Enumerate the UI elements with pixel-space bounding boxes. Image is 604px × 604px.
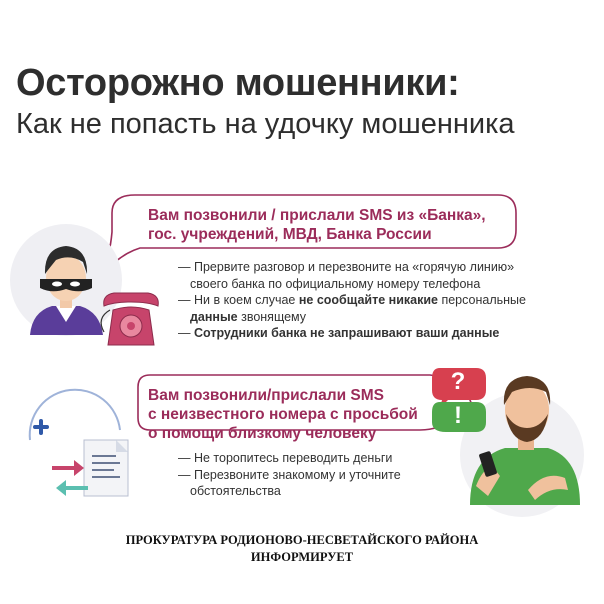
footer-line-1: ПРОКУРАТУРА РОДИОНОВО-НЕСВЕТАЙСКОГО РАЙОНА bbox=[125, 533, 479, 547]
tip-text: — bbox=[178, 326, 194, 340]
tip-text: звонящему bbox=[237, 309, 307, 324]
tip-text: персональные bbox=[437, 293, 526, 307]
money-transfer-illustration bbox=[30, 390, 128, 496]
tip-text: — Перезвоните знакомому и уточните обстоятельства bbox=[178, 467, 401, 498]
tip-text: — Ни в коем случае bbox=[178, 293, 299, 307]
tip-text-bold: данные bbox=[190, 309, 238, 324]
scenario1-heading bbox=[148, 206, 486, 244]
plus-icon bbox=[35, 421, 47, 433]
tip-item bbox=[178, 467, 418, 500]
scenario2-tips bbox=[178, 450, 418, 500]
scenario1-heading-line: гос. учреждений, МВД, Банка России bbox=[148, 226, 432, 243]
arrow-left-icon bbox=[56, 480, 88, 496]
scenario1-tips bbox=[178, 259, 548, 342]
scenario2-heading bbox=[148, 386, 418, 443]
scenario2-heading-line: с неизвестного номера с просьбой bbox=[148, 406, 418, 423]
tip-item bbox=[178, 259, 548, 292]
tip-item bbox=[178, 450, 418, 467]
tip-text: — Прервите разговор и перезвоните на «горячую линию» своего банка по официальному номеру телефона bbox=[178, 260, 515, 291]
page-title: Осторожно мошенники: bbox=[16, 62, 460, 104]
footer-line-2: ИНФОРМИРУЕТ bbox=[250, 550, 354, 564]
page-subtitle: Как не попасть на удочку мошенника bbox=[16, 108, 515, 140]
scenario2-heading-line: Вам позвонили/прислали SMS bbox=[148, 387, 384, 404]
scenario1-heading-line: Вам позвонили / прислали SMS из «Банка», bbox=[148, 207, 486, 224]
question-mark-icon: ? bbox=[450, 368, 466, 395]
scenario2-heading-line: о помощи близкому человеку bbox=[148, 425, 377, 442]
telephone-icon bbox=[101, 293, 158, 345]
tip-text: — Не торопитесь переводить деньги bbox=[178, 451, 393, 465]
arrow-right-icon bbox=[52, 460, 84, 476]
tip-item bbox=[178, 325, 548, 342]
masked-caller-illustration bbox=[10, 224, 122, 336]
exclamation-mark-icon: ! bbox=[454, 402, 462, 429]
tip-item bbox=[178, 292, 548, 325]
tip-text-bold: Сотрудники банка не запрашивают ваши данные bbox=[193, 326, 500, 340]
tip-text-bold: не сообщайте никакие bbox=[298, 293, 438, 307]
